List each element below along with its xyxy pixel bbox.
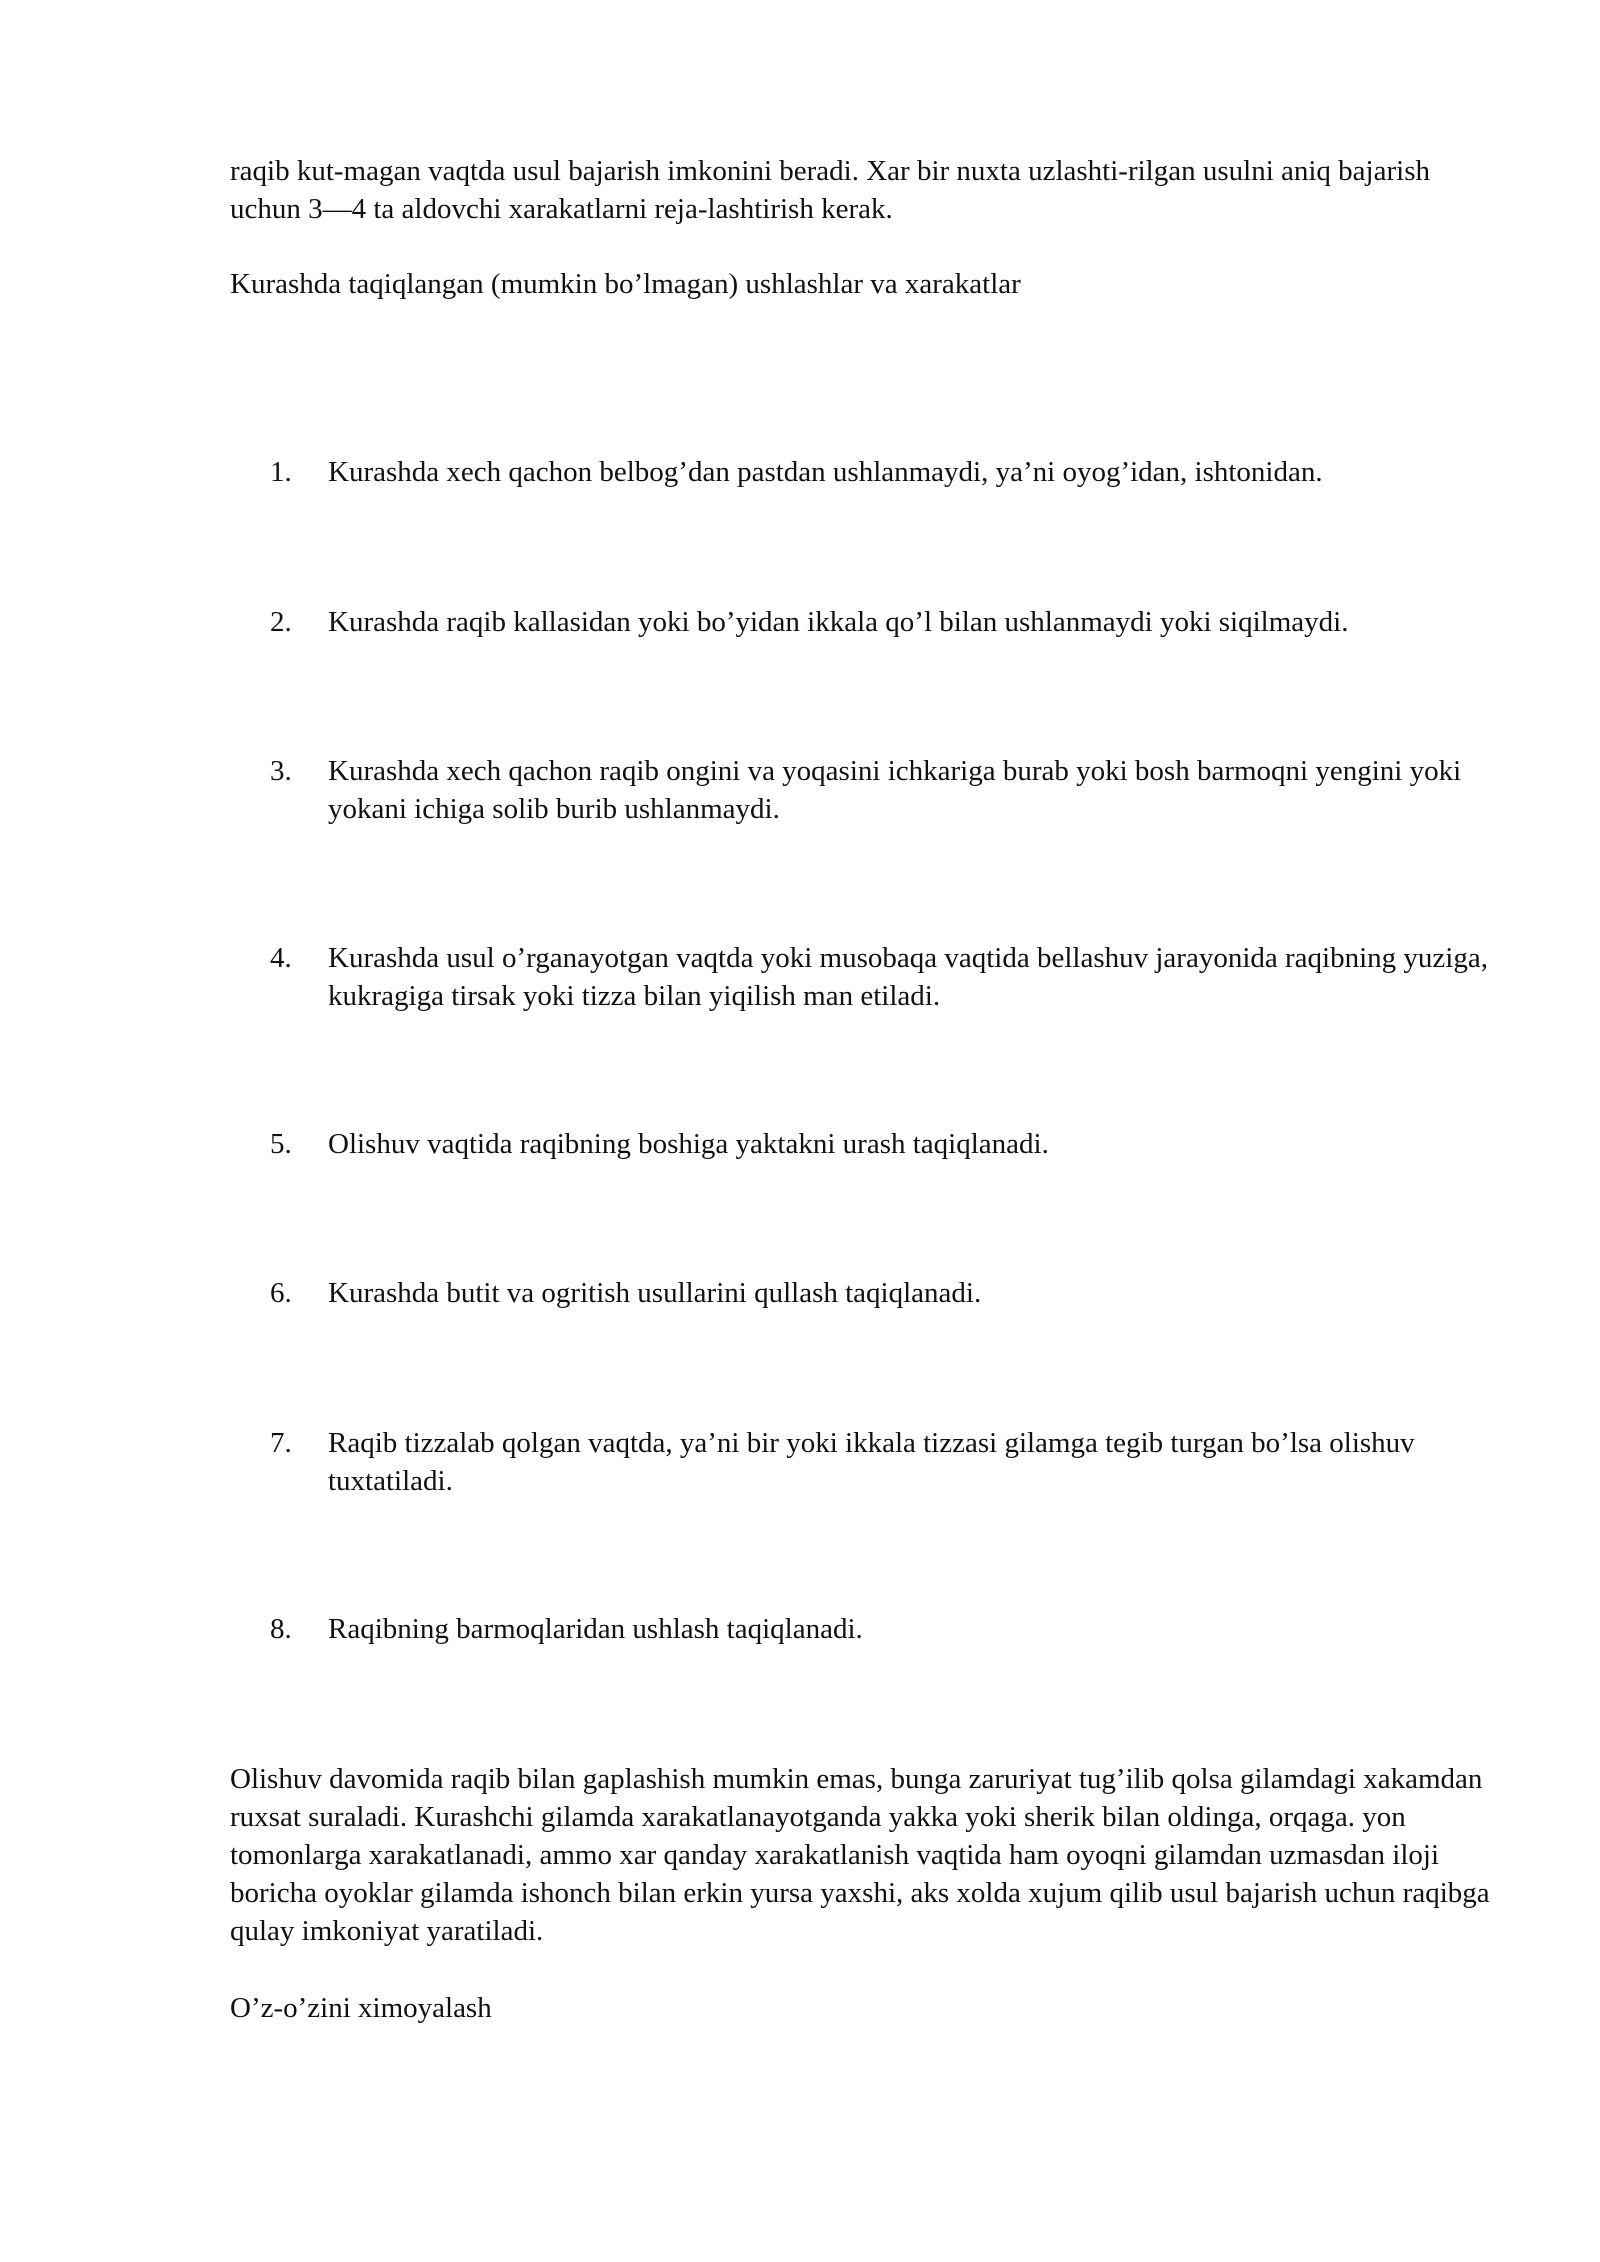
rule-item — [270, 752, 1500, 828]
rule-text: Raqib tizzalab qolgan vaqtda, ya’ni bir yoki ikkala tizzasi gilamga tegib turgan bo’lsa olishuv tuxtatiladi. — [328, 1427, 1415, 1497]
rule-item — [270, 453, 1500, 491]
final-heading: O’z-o’zini ximoyalash — [230, 1992, 492, 2024]
rule-item — [270, 1274, 1500, 1312]
rule-number: 8. — [270, 1613, 292, 1645]
rule-item — [270, 1610, 1500, 1648]
intro-paragraph: raqib kut-magan vaqtda usul bajarish imkonini beradi. Xar bir nuxta uzlashti-rilgan usulni aniq bajarish uchun 3—4 ta aldovchi xarakatlarni reja-lashtirish kerak. — [230, 155, 1430, 225]
closing-paragraph: Olishuv davomida raqib bilan gaplashish mumkin emas, bunga zaruriyat tug’ilib qolsa gilamdagi xakamdan ruxsat suraladi. Kurashchi gilamda xarakatlanayotganda yakka yoki sherik bilan oldinga, orqaga. yon tomonlarga xarakatlanadi, ammo xar qanday xarakatlanish vaqtida ham oyoqni gilamdan uzmasdan iloji boricha oyoklar gilamda ishonch bilan erkin yursa yaxshi, aks xolda xujum qilib usul bajarish uchun raqibga qulay imkoniyat yaratiladi. — [230, 1763, 1490, 1947]
rule-text: Raqibning barmoqlaridan ushlash taqiqlanadi. — [328, 1613, 863, 1645]
rule-number: 2. — [270, 606, 292, 638]
rule-text: Kurashda xech qachon belbog’dan pastdan ushlanmaydi, ya’ni oyog’idan, ishtonidan. — [328, 456, 1323, 488]
section-heading: Kurashda taqiqlangan (mumkin bo’lmagan) ushlashlar va xarakatlar — [230, 268, 1021, 300]
rule-text: Kurashda raqib kallasidan yoki bo’yidan ikkala qo’l bilan ushlanmaydi yoki siqilmaydi. — [328, 606, 1349, 638]
rule-item — [270, 1125, 1500, 1163]
rule-text: Kurashda usul o’rganayotgan vaqtda yoki musobaqa vaqtida bellashuv jarayonida raqibning yuziga, kukragiga tirsak yoki tizza bilan yiqilish man etiladi. — [328, 942, 1488, 1012]
rule-number: 4. — [270, 942, 292, 974]
rule-number: 1. — [270, 456, 292, 488]
rule-text: Kurashda butit va ogritish usullarini qullash taqiqlanadi. — [328, 1277, 982, 1309]
rule-item — [270, 603, 1500, 641]
rule-number: 3. — [270, 755, 292, 787]
rule-number: 6. — [270, 1277, 292, 1309]
rule-number: 7. — [270, 1427, 292, 1459]
rule-number: 5. — [270, 1128, 292, 1160]
rule-text: Olishuv vaqtida raqibning boshiga yaktakni urash taqiqlanadi. — [328, 1128, 1049, 1160]
rule-item — [270, 1424, 1500, 1500]
rule-text: Kurashda xech qachon raqib ongini va yoqasini ichkariga burab yoki bosh barmoqni yengini yoki yokani ichiga solib burib ushlanmaydi. — [328, 755, 1462, 825]
rule-item — [270, 939, 1500, 1015]
